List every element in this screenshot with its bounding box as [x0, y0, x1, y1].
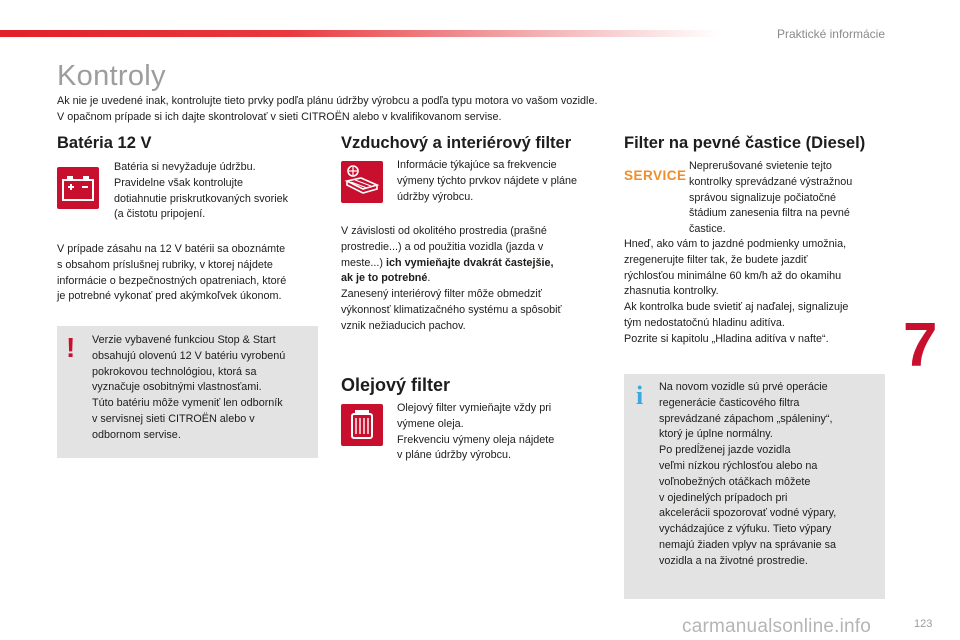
oil-filter-heading: Olejový filter: [341, 375, 451, 395]
particle-filter-info-text: Na novom vozidle sú prvé operácie regenerácie časticového filtra sprevádzané zápachom „spáleniny“, ktorý je úplne normálny. Po predĺženej jazde vozidla veľmi nízkou rýchlosťou alebo na voľnobežných otáčkach môžete v ojedinelých prípadoch pri akcelerácii spozorovať vodné výpary, vychádzajúce z výfuku. Tieto výpary nemajú žiaden vplyv na správanie sa vozidla a na životné prostredie.: [659, 381, 837, 567]
chapter-number: 7: [903, 311, 938, 380]
battery-warning-text: Verzie vybavené funkciou Stop & Start obsahujú olovenú 12 V batériu vyrobenú pokrokovou technológiou, ktorá sa vyznačuje osobitnými vlastnosťami. Túto batériu môže vymeniť len odborník v servisnej sieti CITROËN alebo v odbornom servise.: [92, 334, 286, 441]
intro-text: Ak nie je uvedené inak, kontrolujte tieto prvky podľa plánu údržby výrobcu a podľa typu motora vo vašom vozidle. V opačnom prípade si ich dajte skontrolovať v sieti CITROËN alebo v kvalifikovanom servise.: [57, 95, 598, 123]
air-filter-icon-text: Informácie týkajúce sa frekvencie výmeny týchto prvkov nájdete v pláne údržby výrobcu.: [397, 159, 578, 203]
air-filter-body-emphasis: ich vymieňajte dvakrát častejšie, ak je to potrebné: [341, 256, 554, 285]
section-label: Praktické informácie: [776, 27, 885, 41]
air-filter-icon: [341, 161, 383, 203]
particle-filter-icon-text: Neprerušované svietenie tejto kontrolky sprevádzané výstražnou správou signalizuje počiatočné štádium zanesenia filtra na pevné častice.: [689, 160, 853, 236]
air-filter-body-text: [341, 224, 606, 335]
battery-body-text: V prípade zásahu na 12 V batérii sa oboznámte s obsahom príslušnej rubriky, v ktorej nájdete informácie o bezpečnostných opatreniach, ktoré je potrebné vykonať pred akýmkoľvek úkonom.: [57, 243, 287, 303]
battery-warning-note: [57, 326, 318, 458]
particle-filter-heading: Filter na pevné častice (Diesel): [624, 134, 866, 152]
air-filter-body-part: . Zanesený interiérový filter môže obmedziť výkonnosť klimatizačného systému a spôsobiť vznik nežiaducich pachov.: [341, 272, 562, 332]
top-accent-bar: [0, 30, 720, 37]
battery-icon: [57, 167, 99, 209]
air-filter-heading: Vzduchový a interiérový filter: [341, 134, 572, 152]
oil-filter-icon: [341, 404, 383, 446]
particle-filter-body-text: Hneď, ako vám to jazdné podmienky umožnia, zregenerujte filter tak, že budete jazdiť rýchlosťou minimálne 60 km/h až do okamihu zhasnutia kontrolky. Ak kontrolka bude svietiť aj naďalej, signalizuje tým nedostatočnú hladinu aditíva. Pozrite si kapitolu „Hladina aditíva v nafte“.: [624, 238, 849, 345]
air-filter-body-part: V závislosti od okolitého prostredia (prašné prostredie...) a od použitia vozidla (jazda v meste...): [341, 225, 547, 269]
page-number: 123: [914, 618, 933, 630]
warning-icon: !: [66, 332, 76, 363]
battery-heading: Batéria 12 V: [57, 134, 152, 152]
info-icon: i: [636, 381, 644, 410]
watermark: carmanualsonline.info: [682, 616, 872, 637]
page-title: Kontroly: [57, 60, 166, 92]
service-warning-icon: SERVICE: [624, 168, 687, 183]
oil-filter-text: Olejový filter vymieňajte vždy pri výmene oleja. Frekvenciu výmeny oleja nájdete v pláne údržby výrobcu.: [397, 402, 555, 462]
battery-icon-text: Batéria si nevyžaduje údržbu. Pravidelne však kontrolujte dotiahnutie priskrutkovaných svoriek (a čistotu pripojení.: [114, 161, 289, 221]
particle-filter-info-note: [624, 374, 885, 599]
